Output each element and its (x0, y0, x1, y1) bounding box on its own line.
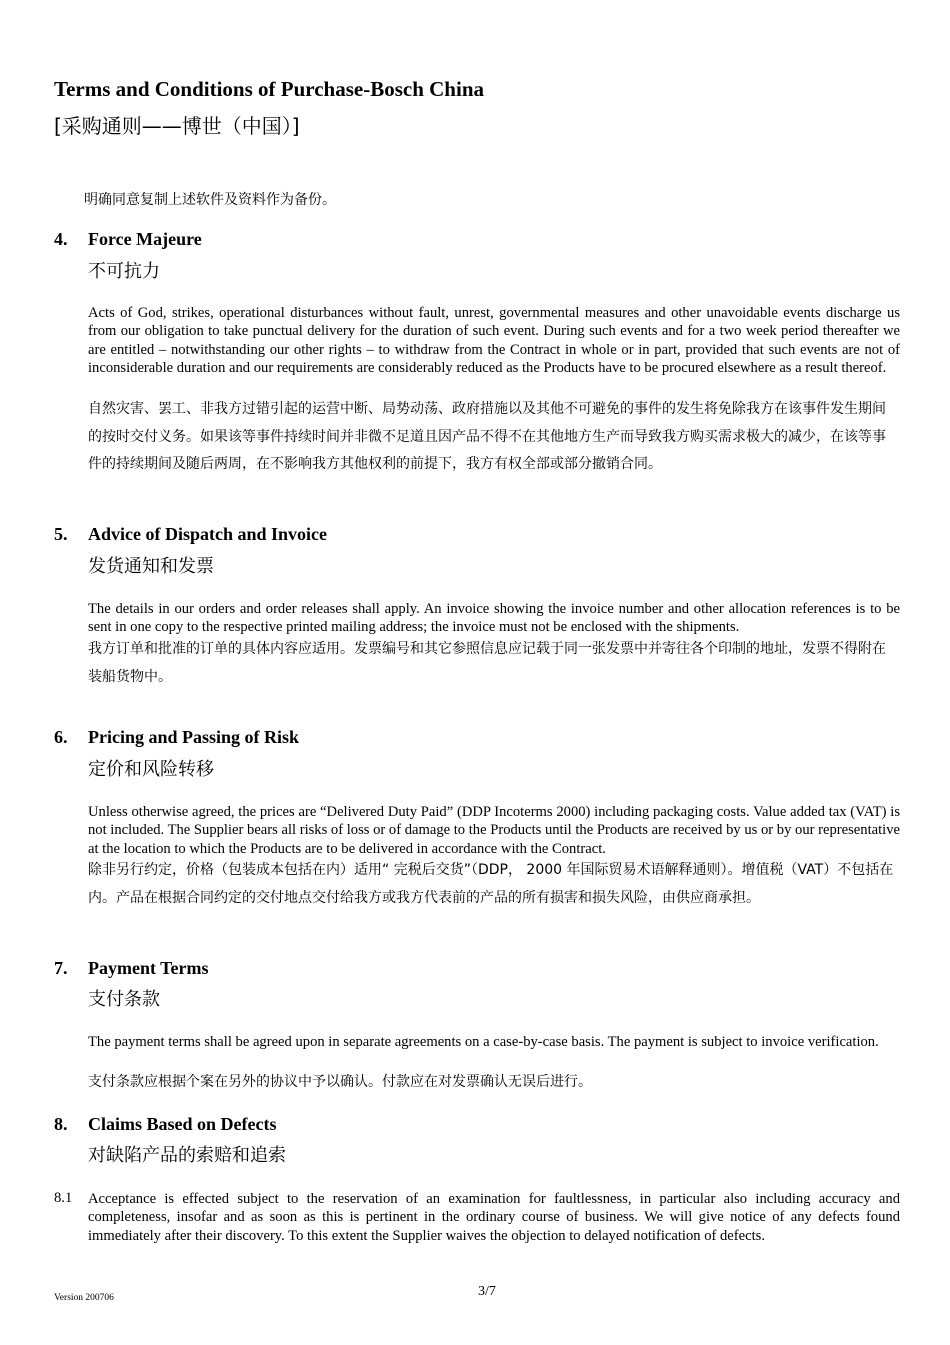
continuation-text: 明确同意复制上述软件及资料作为备份。 (84, 192, 336, 208)
section-5-body-en: The details in our orders and order releases shall apply. An invoice showing the invoice number and other allocation references is to be sent in one copy to the respective printed mailing address; the invoice must not be enclosed with the shipments. (88, 601, 900, 636)
section-5-title: Advice of Dispatch and Invoice (88, 524, 328, 544)
section-7-title: Payment Terms (88, 958, 209, 978)
section-7-number: 7. (54, 958, 68, 978)
section-7-body-zh: 支付条款应根据个案在另外的协议中予以确认。付款应在对发票确认无误后进行。 (88, 1074, 592, 1090)
document-subtitle: [采购通则——博世（中国）] (54, 114, 300, 138)
subsection-8-1-body-en: Acceptance is effected subject to the reservation of an examination for faultlessness, in particular also including accuracy and completeness, insofar and as soon as this is pertinent in the ordinary course of business. We will give notice of any defects found immediately after their discovery. To this extent the Supplier waives the objection to delayed notification of defects. (88, 1191, 900, 1244)
section-5-title-zh: 发货通知和发票 (88, 556, 214, 577)
section-8-title: Claims Based on Defects (88, 1114, 277, 1134)
section-4-number: 4. (54, 229, 68, 249)
section-5-number: 5. (54, 524, 68, 544)
section-6-title: Pricing and Passing of Risk (88, 727, 300, 747)
section-8-title-zh: 对缺陷产品的索赔和追索 (88, 1145, 286, 1166)
section-6-number: 6. (54, 727, 68, 747)
section-6-body-en: Unless otherwise agreed, the prices are “Delivered Duty Paid” (DDP Incoterms 2000) including packaging costs. Value added tax (VAT) is not included. The Supplier bears all risks of loss or of damage to the Products until the Products are received by us or by our representative at the location to which the Products are to be delivered in accordance with the Contract. (88, 804, 900, 857)
version-label: Version 200706 (54, 1293, 114, 1303)
section-4-body-en: Acts of God, strikes, operational disturbances without fault, unrest, governmental measures and other unavoidable events discharge us from our obligation to take punctual delivery for the duration of such event. During such events and for a two week period thereafter we are entitled – notwithstanding our other rights – to withdraw from the Contract in whole or in part, provided that such events are not of inconsiderable duration and our requirements are considerably reduced as the Products have to be procured elsewhere as a result thereof. (88, 305, 900, 376)
section-7-body-en: The payment terms shall be agreed upon in separate agreements on a case-by-case basis. The payment is subject to invoice verification. (88, 1034, 879, 1050)
section-4-body-zh: 自然灾害、罢工、非我方过错引起的运营中断、局势动荡、政府措施以及其他不可避免的事件的发生将免除我方在该事件发生期间的按时交付义务。如果该等事件持续时间并非微不足道且因产品不得不在其他地方生产而导致我方购买需求极大的减少，在该等事件的持续期间及随后两周，在不影响我方其他权利的前提下，我方有权全部或部分撤销合同。 (88, 401, 886, 472)
document-title: Terms and Conditions of Purchase-Bosch China (54, 77, 484, 101)
section-6-body-zh: 除非另行约定，价格（包装成本包括在内）适用“ 完税后交货”（DDP， 2000 年国际贸易术语解释通则）。增值税（VAT）不包括在内。产品在根据合同约定的交付地点交付给我方或我方代表前的产品的所有损害和损失风险，由供应商承担。 (88, 862, 894, 906)
page-number: 3/7 (478, 1284, 496, 1299)
section-4-title-zh: 不可抗力 (88, 261, 160, 282)
section-4-title: Force Majeure (88, 229, 202, 249)
section-5-body-zh: 我方订单和批准的订单的具体内容应适用。发票编号和其它参照信息应记载于同一张发票中并寄往各个印制的地址，发票不得附在装船货物中。 (88, 641, 886, 685)
section-6-title-zh: 定价和风险转移 (88, 759, 214, 780)
section-7-title-zh: 支付条款 (88, 989, 160, 1010)
section-8-number: 8. (54, 1114, 68, 1134)
subsection-8-1-number: 8.1 (54, 1190, 73, 1206)
